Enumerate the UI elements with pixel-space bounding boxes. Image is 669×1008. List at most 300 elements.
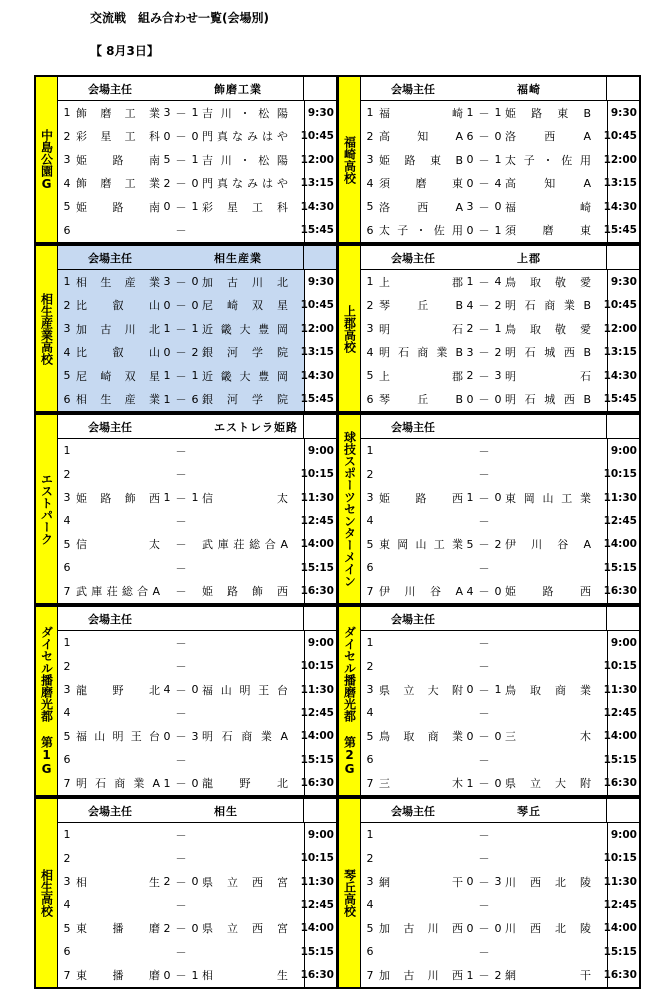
- match-row: [58, 462, 336, 485]
- match-row: [58, 580, 336, 603]
- match-row: [58, 823, 336, 846]
- team-home: 龍野北: [76, 683, 160, 697]
- kickoff-time: 14:30: [304, 364, 336, 388]
- match-row: [361, 270, 639, 294]
- panel-body: [361, 246, 639, 411]
- score-home: 1: [466, 776, 474, 790]
- score-separator: －: [478, 200, 490, 214]
- score-separator: －: [478, 852, 490, 866]
- match-number: 6: [366, 753, 374, 767]
- panel-body: [361, 415, 639, 603]
- manager-school: 福崎: [517, 82, 541, 96]
- score-home: 3: [466, 345, 474, 359]
- match-number: 4: [63, 706, 71, 720]
- team-away: 相生: [202, 969, 288, 983]
- team-away: 姫路西: [505, 585, 591, 599]
- score-separator: －: [175, 369, 187, 383]
- score-separator: －: [478, 275, 490, 289]
- kickoff-time: 14:00: [607, 725, 639, 748]
- match-row: [361, 509, 639, 532]
- score-home: 1: [163, 322, 171, 336]
- match-number: 5: [63, 921, 71, 935]
- score-separator: －: [478, 561, 490, 575]
- team-home: 東播磨: [76, 922, 160, 936]
- team-away: 明石商業A: [202, 730, 288, 744]
- match-number: 2: [63, 129, 71, 143]
- team-away: 洛西A: [505, 130, 591, 144]
- venue-label: [36, 77, 58, 242]
- match-number: 2: [366, 659, 374, 673]
- kickoff-time: 9:00: [607, 439, 639, 462]
- match-row: [58, 270, 336, 294]
- score-home: 0: [163, 345, 171, 359]
- match-number: 3: [366, 491, 374, 505]
- match-row: [58, 893, 336, 916]
- score-separator: －: [478, 969, 490, 983]
- team-home: 高知A: [379, 130, 463, 144]
- match-number: 6: [63, 223, 71, 237]
- match-row: [58, 748, 336, 771]
- score-separator: －: [175, 730, 187, 744]
- panel-header: [361, 415, 639, 439]
- score-separator: －: [175, 585, 187, 599]
- kickoff-time: 10:15: [607, 654, 639, 677]
- match-row: [58, 701, 336, 724]
- venue-panel: [337, 244, 641, 413]
- kickoff-time: 14:00: [304, 725, 336, 748]
- score-separator: －: [175, 275, 187, 289]
- venue-name: 相生高校: [39, 869, 54, 917]
- venue-panel: [337, 75, 641, 244]
- kickoff-time: 10:15: [607, 462, 639, 485]
- match-row: [58, 870, 336, 893]
- score-separator: －: [478, 177, 490, 191]
- panel-header: [58, 77, 336, 101]
- team-home: 福崎: [379, 106, 463, 120]
- score-separator: －: [175, 777, 187, 791]
- score-away: 2: [494, 345, 502, 359]
- team-home: 太子・佐用: [379, 224, 463, 238]
- venue-name: 球技スポーツセンターメイン: [342, 431, 357, 587]
- score-home: 4: [466, 298, 474, 312]
- score-away: 6: [191, 392, 199, 406]
- kickoff-time: 15:45: [607, 219, 639, 243]
- score-separator: －: [175, 753, 187, 767]
- match-number: 3: [63, 491, 71, 505]
- team-home: 相生: [76, 875, 160, 889]
- venue-label: [339, 799, 361, 987]
- kickoff-time: 16:30: [607, 772, 639, 795]
- panel-body: [58, 77, 336, 242]
- match-row: [361, 556, 639, 579]
- score-separator: －: [175, 177, 187, 191]
- kickoff-time: 15:15: [607, 556, 639, 579]
- match-row: [361, 917, 639, 940]
- score-separator: －: [478, 106, 490, 120]
- score-separator: －: [478, 660, 490, 674]
- kickoff-time: 12:45: [304, 701, 336, 724]
- team-home: 加古川西: [379, 922, 463, 936]
- manager-school: 相生産業: [214, 251, 262, 265]
- match-number: 2: [366, 129, 374, 143]
- kickoff-time: 14:00: [304, 917, 336, 940]
- kickoff-time: 13:15: [607, 172, 639, 196]
- kickoff-time: 10:45: [304, 125, 336, 149]
- score-separator: －: [478, 538, 490, 552]
- match-row: [361, 701, 639, 724]
- venue-label: [36, 607, 58, 795]
- team-away: 鳥取敬愛: [505, 322, 591, 336]
- panel-body: [361, 607, 639, 795]
- kickoff-time: 16:30: [304, 772, 336, 795]
- venue-label: [36, 799, 58, 987]
- score-separator: －: [175, 875, 187, 889]
- score-away: 1: [191, 968, 199, 982]
- match-number: 4: [366, 345, 374, 359]
- score-home: 2: [466, 369, 474, 383]
- team-home: 東岡山工業: [379, 538, 463, 552]
- score-home: 4: [163, 683, 171, 697]
- team-away: 明石城西B: [505, 393, 591, 407]
- match-number: 1: [63, 106, 71, 120]
- score-away: 0: [191, 875, 199, 889]
- team-home: 須磨東: [379, 177, 463, 191]
- score-separator: －: [478, 153, 490, 167]
- team-away: 武庫荘総合A: [202, 538, 288, 552]
- venue-label: [339, 77, 361, 242]
- match-row: [361, 893, 639, 916]
- team-home: 明石商業A: [76, 777, 160, 791]
- score-separator: －: [478, 130, 490, 144]
- score-separator: －: [175, 393, 187, 407]
- team-home: 琴丘B: [379, 299, 463, 313]
- kickoff-time: 11:30: [607, 678, 639, 701]
- score-separator: －: [175, 660, 187, 674]
- kickoff-time: 15:45: [304, 388, 336, 412]
- score-home: 0: [466, 729, 474, 743]
- match-row: [361, 940, 639, 963]
- match-row: [58, 219, 336, 243]
- kickoff-time: 9:00: [304, 631, 336, 654]
- venue-label: [339, 246, 361, 411]
- score-away: 1: [191, 491, 199, 505]
- score-home: 0: [466, 875, 474, 889]
- match-row: [361, 823, 639, 846]
- match-number: 4: [63, 898, 71, 912]
- match-row: [361, 678, 639, 701]
- score-separator: －: [175, 636, 187, 650]
- match-number: 3: [366, 322, 374, 336]
- match-number: 1: [63, 275, 71, 289]
- match-row: [361, 748, 639, 771]
- team-home: 姫路東B: [379, 153, 463, 167]
- team-away: 福山明王台: [202, 683, 288, 697]
- venue-name: 中島公園G: [39, 128, 54, 191]
- team-away: 須磨東: [505, 224, 591, 238]
- match-number: 3: [63, 153, 71, 167]
- venue-name: エストパーク: [39, 473, 54, 545]
- venue-panel: [34, 605, 338, 797]
- manager-school: 上郡: [517, 251, 541, 265]
- header-time-cell: [303, 799, 336, 822]
- venue-name: 相生産業高校: [39, 292, 54, 365]
- match-number: 1: [63, 444, 71, 458]
- score-home: 0: [466, 683, 474, 697]
- kickoff-time: 14:00: [607, 917, 639, 940]
- venue-panel: [34, 413, 338, 605]
- kickoff-time: 9:30: [304, 270, 336, 294]
- score-away: 0: [494, 584, 502, 598]
- score-home: 0: [466, 153, 474, 167]
- team-away: 姫路飾西: [202, 585, 288, 599]
- header-time-cell: [606, 415, 639, 438]
- match-row: [361, 533, 639, 556]
- team-home: 相生産業: [76, 393, 160, 407]
- match-number: 1: [366, 106, 374, 120]
- kickoff-time: 16:30: [304, 964, 336, 987]
- score-away: 2: [191, 345, 199, 359]
- kickoff-time: 10:15: [304, 462, 336, 485]
- match-row: [58, 125, 336, 149]
- team-away: 吉川・松陽: [202, 106, 288, 120]
- header-time-cell: [303, 246, 336, 269]
- score-separator: －: [478, 828, 490, 842]
- venue-label: [36, 246, 58, 411]
- venue-label: [36, 415, 58, 603]
- score-home: 0: [466, 921, 474, 935]
- match-number: 2: [63, 851, 71, 865]
- score-separator: －: [175, 898, 187, 912]
- match-row: [361, 772, 639, 795]
- match-number: 6: [366, 223, 374, 237]
- score-away: 3: [494, 369, 502, 383]
- match-row: [361, 341, 639, 365]
- team-home: 姫路南: [76, 153, 160, 167]
- match-number: 5: [366, 921, 374, 935]
- score-away: 1: [191, 322, 199, 336]
- kickoff-time: 10:45: [607, 294, 639, 318]
- manager-label: 会場主任: [391, 804, 435, 818]
- manager-school: 相生: [214, 804, 238, 818]
- score-home: 0: [163, 729, 171, 743]
- venue-panel: [337, 605, 641, 797]
- match-row: [58, 725, 336, 748]
- score-away: 0: [494, 392, 502, 406]
- match-row: [361, 219, 639, 243]
- kickoff-time: 12:45: [607, 509, 639, 532]
- kickoff-time: 14:30: [607, 195, 639, 219]
- team-away: 尼崎双星: [202, 299, 288, 313]
- score-home: 0: [163, 298, 171, 312]
- match-number: 6: [366, 392, 374, 406]
- match-row: [361, 486, 639, 509]
- score-home: 0: [163, 129, 171, 143]
- score-away: 2: [494, 537, 502, 551]
- match-number: 1: [366, 828, 374, 842]
- venue-label: [339, 607, 361, 795]
- match-number: 4: [366, 898, 374, 912]
- score-home: 1: [466, 106, 474, 120]
- score-home: 1: [163, 776, 171, 790]
- kickoff-time: 9:00: [304, 823, 336, 846]
- manager-label: 会場主任: [391, 251, 435, 265]
- score-home: 2: [163, 921, 171, 935]
- score-separator: －: [175, 346, 187, 360]
- kickoff-time: 9:00: [607, 631, 639, 654]
- score-separator: －: [175, 444, 187, 458]
- header-time-cell: [303, 415, 336, 438]
- team-away: 福崎: [505, 200, 591, 214]
- match-number: 2: [366, 467, 374, 481]
- score-separator: －: [175, 322, 187, 336]
- manager-label: 会場主任: [391, 420, 435, 434]
- match-row: [58, 388, 336, 412]
- kickoff-time: 9:30: [607, 101, 639, 125]
- score-away: 0: [191, 275, 199, 289]
- score-away: 2: [494, 298, 502, 312]
- match-row: [58, 317, 336, 341]
- team-home: 琴丘B: [379, 393, 463, 407]
- panel-header: [361, 77, 639, 101]
- kickoff-time: 14:00: [607, 533, 639, 556]
- kickoff-time: 12:00: [607, 317, 639, 341]
- team-home: 伊川谷A: [379, 585, 463, 599]
- panel-header: [58, 607, 336, 631]
- match-number: 1: [63, 636, 71, 650]
- score-away: 0: [191, 298, 199, 312]
- match-number: 4: [63, 176, 71, 190]
- team-home: 飾磨工業: [76, 106, 160, 120]
- team-away: 県立西宮: [202, 875, 288, 889]
- score-separator: －: [478, 224, 490, 238]
- venue-name: 福崎高校: [342, 135, 357, 184]
- score-home: 2: [466, 322, 474, 336]
- kickoff-time: 9:00: [607, 823, 639, 846]
- panel-header: [361, 799, 639, 823]
- match-number: 2: [63, 298, 71, 312]
- match-row: [361, 101, 639, 125]
- score-separator: －: [478, 875, 490, 889]
- kickoff-time: 16:30: [607, 964, 639, 987]
- score-separator: －: [175, 224, 187, 238]
- match-number: 3: [366, 875, 374, 889]
- venue-panel: [337, 413, 641, 605]
- panel-body: [58, 415, 336, 603]
- score-away: 0: [494, 491, 502, 505]
- kickoff-time: 12:00: [304, 148, 336, 172]
- team-away: 龍野北: [202, 777, 288, 791]
- score-away: 1: [494, 106, 502, 120]
- match-number: 4: [63, 514, 71, 528]
- score-away: 0: [494, 921, 502, 935]
- team-home: 洛西A: [379, 200, 463, 214]
- score-separator: －: [478, 683, 490, 697]
- team-away: 信太: [202, 491, 288, 505]
- score-home: 6: [466, 129, 474, 143]
- kickoff-time: 14:00: [304, 533, 336, 556]
- match-number: 7: [63, 584, 71, 598]
- team-home: 相生産業: [76, 275, 160, 289]
- score-separator: －: [175, 538, 187, 552]
- team-away: 近畿大豊岡: [202, 369, 288, 383]
- score-away: 0: [191, 129, 199, 143]
- match-row: [58, 172, 336, 196]
- kickoff-time: 12:45: [607, 701, 639, 724]
- team-home: 県立大附: [379, 683, 463, 697]
- match-number: 3: [63, 322, 71, 336]
- header-time-cell: [606, 77, 639, 100]
- score-separator: －: [478, 753, 490, 767]
- venue-panel: [34, 797, 338, 989]
- score-home: 1: [466, 275, 474, 289]
- venue-panel: [34, 75, 338, 244]
- kickoff-time: 12:00: [304, 317, 336, 341]
- header-time-cell: [606, 799, 639, 822]
- match-row: [361, 294, 639, 318]
- team-away: 網干: [505, 969, 591, 983]
- match-row: [58, 917, 336, 940]
- match-row: [58, 294, 336, 318]
- match-number: 7: [63, 968, 71, 982]
- score-away: 4: [494, 275, 502, 289]
- manager-school: 琴丘: [517, 804, 541, 818]
- venue-label: [339, 415, 361, 603]
- score-away: 0: [494, 200, 502, 214]
- match-row: [58, 654, 336, 677]
- match-row: [58, 364, 336, 388]
- score-separator: －: [175, 468, 187, 482]
- score-separator: －: [478, 730, 490, 744]
- score-home: 1: [163, 369, 171, 383]
- team-home: 三木: [379, 777, 463, 791]
- match-row: [361, 580, 639, 603]
- score-home: 1: [466, 491, 474, 505]
- match-number: 4: [366, 514, 374, 528]
- team-away: 高知A: [505, 177, 591, 191]
- score-away: 1: [191, 153, 199, 167]
- kickoff-time: 11:30: [304, 486, 336, 509]
- team-away: 東岡山工業: [505, 491, 591, 505]
- venue-panel: [337, 797, 641, 989]
- score-home: 5: [466, 537, 474, 551]
- panel-body: [58, 607, 336, 795]
- kickoff-time: 15:45: [607, 388, 639, 412]
- match-row: [58, 964, 336, 987]
- panel-header: [361, 246, 639, 270]
- header-time-cell: [606, 246, 639, 269]
- team-home: 彩星工科: [76, 130, 160, 144]
- score-away: 1: [494, 322, 502, 336]
- match-number: 7: [366, 968, 374, 982]
- kickoff-time: 10:45: [607, 125, 639, 149]
- match-number: 6: [63, 945, 71, 959]
- match-row: [58, 439, 336, 462]
- score-separator: －: [478, 322, 490, 336]
- team-away: 姫路東B: [505, 106, 591, 120]
- score-separator: －: [478, 491, 490, 505]
- score-home: 1: [466, 968, 474, 982]
- match-number: 5: [63, 200, 71, 214]
- team-away: 県立大附: [505, 777, 591, 791]
- score-home: 2: [163, 875, 171, 889]
- kickoff-time: 10:45: [304, 294, 336, 318]
- kickoff-time: 11:30: [304, 678, 336, 701]
- match-row: [361, 317, 639, 341]
- kickoff-time: 13:15: [304, 172, 336, 196]
- kickoff-time: 11:30: [607, 486, 639, 509]
- match-number: 1: [63, 828, 71, 842]
- venue-panel: [34, 244, 338, 413]
